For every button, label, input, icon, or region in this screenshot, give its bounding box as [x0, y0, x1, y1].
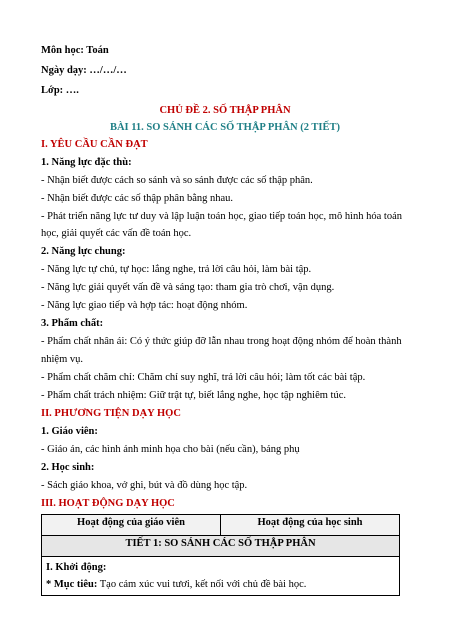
grade-line: Lớp: ….: [41, 85, 79, 96]
date-line: Ngày dạy: …/…/…: [41, 65, 127, 76]
tiet-row: [42, 536, 400, 557]
table-header-row: [42, 515, 400, 536]
goal-label: * Mục tiêu:: [46, 579, 98, 590]
section-1-sub1-item: học, giải quyết các vấn đề toán học.: [41, 228, 192, 239]
section-1-sub2-item: - Năng lực tự chủ, tự học: lắng nghe, trả lời câu hỏi, làm bài tập.: [41, 264, 312, 275]
table-row: [42, 557, 400, 596]
section-2-sub1-title: 1. Giáo viên:: [41, 426, 98, 437]
section-1-sub2-title: 2. Năng lực chung:: [41, 246, 126, 257]
section-1-sub2-item: - Năng lực giải quyết vấn đề và sáng tạo: tham gia trò chơi, vận dụng.: [41, 282, 335, 293]
section-1-sub3-item: - Phẩm chất nhân ái: Có ý thức giúp đỡ lẫn nhau trong hoạt động nhóm để hoàn thành: [41, 336, 402, 347]
goal-text: Tạo cảm xúc vui tươi, kết nối với chủ đề bài học.: [97, 579, 307, 590]
section-1-sub1-item: - Nhận biết được các số thập phân bằng nhau.: [41, 193, 234, 204]
subject-line: Môn học: Toán: [41, 45, 109, 56]
section-1-sub3-item: - Phẩm chất chăm chỉ: Chăm chỉ suy nghĩ, trả lời câu hỏi; làm tốt các bài tập.: [41, 372, 366, 383]
topic-title: CHỦ ĐỀ 2. SỐ THẬP PHÂN: [159, 105, 291, 116]
section-2-title: II. PHƯƠNG TIỆN DẠY HỌC: [41, 408, 181, 419]
section-1-sub1-item: - Phát triển năng lực tư duy và lập luận toán học, giao tiếp toán học, mô hình hóa toán: [41, 211, 403, 222]
section-1-title: I. YÊU CẦU CẦN ĐẠT: [41, 139, 148, 150]
section-1-sub1-title: 1. Năng lực đặc thù:: [41, 157, 132, 168]
section-3-title: III. HOẠT ĐỘNG DẠY HỌC: [41, 498, 175, 509]
activity-table: [41, 514, 400, 596]
tiet-title: TIẾT 1: SO SÁNH CÁC SỐ THẬP PHÂN: [42, 536, 400, 557]
goal-line: [46, 576, 395, 593]
col-teacher-header: Hoạt động của giáo viên: [42, 515, 221, 536]
section-2-sub1-item: - Giáo án, các hình ảnh minh họa cho bài (nếu cần), bảng phụ: [41, 444, 300, 455]
section-1-sub1-item: - Nhận biết được cách so sánh và so sánh được các số thập phân.: [41, 175, 313, 186]
section-1-sub3-item: - Phẩm chất trách nhiệm: Giữ trật tự, biết lắng nghe, học tập nghiêm túc.: [41, 390, 347, 401]
activity-cell: [42, 557, 400, 596]
section-2-sub2-title: 2. Học sinh:: [41, 462, 95, 473]
col-student-header: Hoạt động của học sinh: [221, 515, 400, 536]
lesson-title: BÀI 11. SO SÁNH CÁC SỐ THẬP PHÂN (2 TIẾT): [109, 122, 341, 133]
section-1-sub3-title: 3. Phẩm chất:: [41, 318, 104, 329]
section-1-sub2-item: - Năng lực giao tiếp và hợp tác: hoạt động nhóm.: [41, 300, 248, 311]
section-2-sub2-item: - Sách giáo khoa, vở ghi, bút và đồ dùng học tập.: [41, 480, 248, 491]
activity-title: I. Khởi động:: [46, 562, 107, 573]
section-1-sub3-item: nhiệm vụ.: [41, 354, 83, 365]
